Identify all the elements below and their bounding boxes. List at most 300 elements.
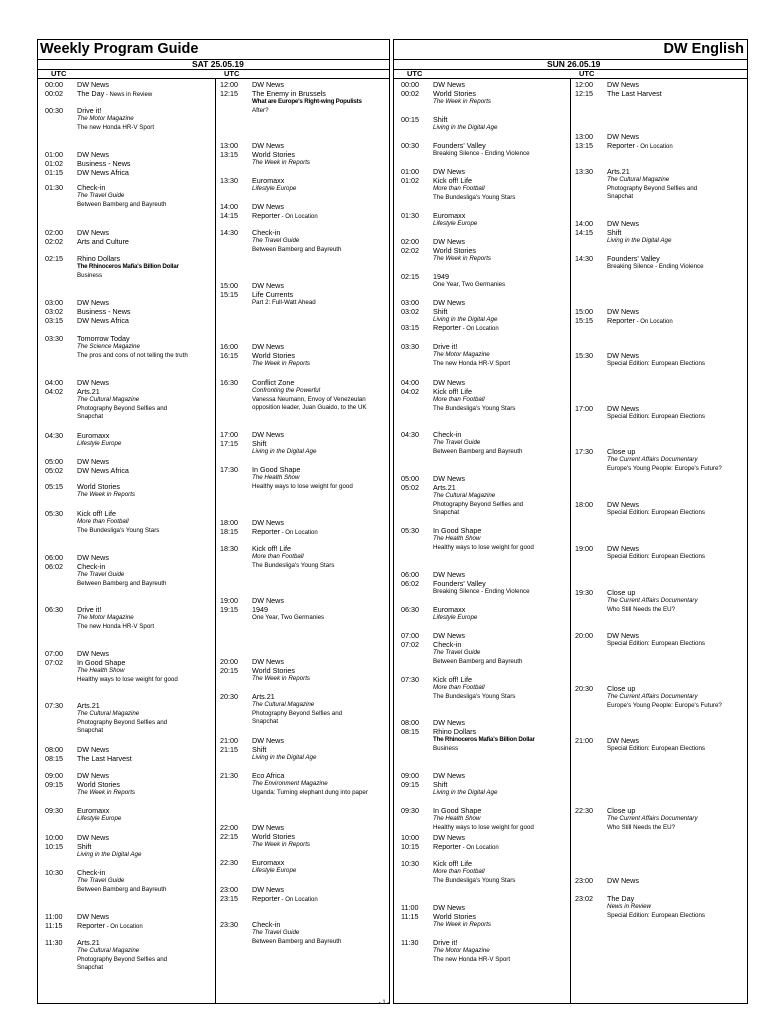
program-time: 17:30	[575, 447, 593, 456]
program-title-text: Check-in	[77, 183, 106, 192]
program-title-text: Euromaxx	[433, 211, 466, 220]
program-note: - On Location	[460, 326, 499, 332]
program-note: - On Location	[104, 924, 143, 930]
program-title	[433, 859, 472, 868]
program-title	[433, 298, 465, 307]
program-entry	[575, 806, 698, 832]
program-row	[220, 351, 310, 360]
program-description: Special Edition: European Elections	[607, 745, 706, 752]
program-entry	[401, 903, 491, 930]
program-title-text: DW News	[252, 823, 284, 832]
program-description: Business	[433, 744, 459, 752]
program-time: 19:30	[575, 588, 593, 597]
program-title-text: Tomorrow Today	[77, 334, 130, 343]
program-row	[401, 771, 497, 780]
program-title	[433, 526, 481, 535]
program-title	[433, 842, 499, 853]
date-bar	[394, 60, 747, 70]
program-time: 09:15	[45, 780, 63, 789]
program-series: More than Football	[433, 185, 485, 192]
program-title	[433, 727, 476, 736]
program-description: Business	[77, 271, 103, 279]
program-time: 14:00	[575, 219, 593, 228]
program-title	[77, 89, 152, 100]
program-title-text: DW News	[252, 657, 284, 666]
program-title	[607, 89, 662, 98]
program-series: Lifestyle Europe	[77, 440, 122, 447]
program-title	[433, 378, 465, 387]
program-title-text: DW News	[77, 912, 109, 921]
program-row	[401, 675, 515, 684]
program-title-text: World Stories	[433, 912, 477, 921]
program-entry	[401, 298, 497, 325]
program-series: Living in the Digital Age	[252, 754, 317, 761]
program-row	[575, 736, 705, 745]
program-entry	[401, 115, 497, 133]
program-title-text: In Good Shape	[252, 465, 301, 474]
program-title-text: DW News	[433, 167, 465, 176]
program-row	[401, 718, 535, 727]
program-title-text: DW News	[252, 342, 284, 351]
program-entry	[45, 254, 179, 280]
program-series: Living in the Digital Age	[607, 237, 672, 244]
program-row	[401, 640, 522, 649]
program-time: 20:30	[575, 684, 593, 693]
program-title	[77, 912, 109, 921]
program-time: 00:00	[401, 80, 419, 89]
program-title-text: Euromaxx	[252, 858, 285, 867]
program-title	[252, 351, 295, 360]
program-title-text: DW News	[607, 500, 639, 509]
program-entry	[401, 675, 515, 701]
program-title-text: Euromaxx	[77, 431, 110, 440]
program-title	[77, 466, 129, 475]
program-time: 03:15	[401, 323, 419, 332]
program-description: One Year, Two Germanies	[433, 281, 506, 288]
program-note: - News in Review	[104, 92, 153, 98]
program-time: 00:30	[45, 106, 63, 115]
program-title	[433, 806, 481, 815]
program-entry	[401, 474, 523, 518]
program-title-text: World Stories	[433, 89, 477, 98]
program-time: 22:15	[220, 832, 238, 841]
program-title-text: Drive it!	[433, 342, 458, 351]
program-title	[252, 439, 266, 448]
program-time: 03:30	[45, 334, 63, 343]
program-title	[607, 167, 630, 176]
program-row	[220, 150, 310, 159]
program-row	[575, 500, 705, 509]
program-title-text: DW News	[607, 404, 639, 413]
program-series: News in Review	[607, 903, 652, 910]
program-title-text: The Last Harvest	[607, 89, 662, 98]
program-title-text: DW News	[607, 351, 639, 360]
program-title	[252, 832, 295, 841]
program-series: The Travel Guide	[433, 649, 481, 656]
program-time: 03:02	[401, 307, 419, 316]
program-description: Europe's Young People: Europe's Future?	[607, 701, 722, 709]
program-entry	[220, 657, 310, 684]
program-time: 01:15	[45, 168, 63, 177]
program-entry	[45, 938, 167, 973]
program-entry	[401, 938, 510, 964]
program-title-text: Shift	[77, 842, 92, 851]
program-row	[220, 596, 324, 605]
program-row	[575, 219, 671, 228]
program-series: The Travel Guide	[77, 571, 125, 578]
program-title	[433, 307, 447, 316]
program-title-text: DW News	[607, 307, 639, 316]
program-time: 08:00	[45, 745, 63, 754]
program-title	[252, 281, 284, 290]
program-title	[252, 885, 284, 894]
program-time: 07:00	[45, 649, 63, 658]
program-time: 14:30	[220, 228, 238, 237]
program-title	[252, 141, 284, 150]
program-row	[220, 176, 296, 185]
utc-header-row	[394, 70, 747, 79]
program-row	[575, 404, 705, 413]
program-row	[575, 447, 722, 456]
program-time: 02:00	[45, 228, 63, 237]
program-title-text: 1949	[252, 605, 268, 614]
program-entry	[45, 605, 154, 631]
program-time: 15:00	[220, 281, 238, 290]
program-description: Breaking Silence - Ending Violence	[607, 263, 704, 270]
program-description: The new Honda HR-V Sport	[433, 359, 511, 367]
program-row	[45, 780, 135, 789]
program-series: The Cultural Magazine	[252, 701, 315, 708]
program-time: 19:00	[220, 596, 238, 605]
program-series: More than Football	[77, 518, 129, 525]
program-title	[433, 211, 465, 220]
program-title-text: In Good Shape	[433, 526, 482, 535]
program-entry	[401, 211, 477, 229]
program-time: 02:02	[45, 237, 63, 246]
program-entry	[575, 544, 705, 562]
program-title-text: Close up	[607, 806, 636, 815]
program-row	[45, 254, 179, 263]
program-title-text: Arts.21	[607, 167, 630, 176]
program-entry	[220, 430, 316, 457]
program-title-text: Drive it!	[77, 106, 102, 115]
program-row	[45, 701, 167, 710]
program-time: 16:00	[220, 342, 238, 351]
program-time: 13:00	[220, 141, 238, 150]
program-time: 03:00	[45, 298, 63, 307]
program-row	[220, 736, 316, 745]
program-title-text: Arts.21	[433, 483, 456, 492]
program-title-text: Kick off! Life	[433, 176, 473, 185]
program-entry	[575, 588, 698, 614]
program-entry	[401, 631, 522, 666]
program-title	[77, 254, 120, 263]
utc-label: UTC	[579, 69, 595, 78]
program-title	[433, 483, 456, 492]
program-title-text: Drive it!	[77, 605, 102, 614]
program-time: 00:00	[45, 80, 63, 89]
title-bar	[38, 40, 389, 60]
program-row	[401, 89, 491, 98]
program-row	[220, 832, 310, 841]
program-series: The Week in Reports	[77, 789, 136, 796]
program-row	[575, 631, 705, 640]
program-entry	[401, 167, 515, 202]
schedule-panel-saturday	[37, 39, 390, 1004]
program-time: 10:30	[401, 859, 419, 868]
program-title	[433, 387, 472, 396]
program-entry	[220, 176, 296, 194]
program-description: Special Edition: European Elections	[607, 911, 706, 919]
program-series: More than Football	[433, 684, 485, 691]
program-entry	[220, 596, 324, 623]
program-time: 11:30	[45, 938, 63, 947]
program-time: 11:00	[401, 903, 419, 912]
program-row	[220, 342, 310, 351]
program-title-text: DW News	[252, 596, 284, 605]
program-title-text: Check-in	[77, 562, 106, 571]
program-description: opposition leader, Juan Guaido, to the UK	[252, 404, 367, 411]
channel-title: DW English	[663, 41, 744, 57]
program-series: Lifestyle Europe	[252, 185, 297, 192]
program-title-text: Rhino Dollars	[433, 727, 477, 736]
program-row	[401, 727, 535, 736]
program-time: 17:15	[220, 439, 238, 448]
program-title-text: Arts.21	[77, 938, 100, 947]
program-title-text: 1949	[433, 272, 449, 281]
program-title-text: The Enemy in Brussels	[252, 89, 326, 98]
program-series: The Motor Magazine	[77, 614, 134, 621]
program-row	[220, 920, 341, 929]
program-entry	[401, 272, 505, 290]
program-title	[77, 150, 109, 159]
program-title	[607, 876, 639, 885]
program-description: Between Bamberg and Bayreuth	[77, 579, 167, 587]
program-row	[575, 228, 671, 237]
program-series: Living in the Digital Age	[433, 124, 498, 131]
program-description: One Year, Two Germanies	[252, 614, 325, 621]
program-time: 20:00	[575, 631, 593, 640]
program-time: 18:00	[575, 500, 593, 509]
program-series: The Health Show	[252, 474, 300, 481]
program-row	[220, 544, 334, 553]
program-title-text: DW News	[252, 202, 284, 211]
program-time: 10:15	[45, 842, 63, 851]
program-title	[252, 150, 295, 159]
program-title-text: Arts.21	[77, 387, 100, 396]
program-entry	[45, 334, 188, 360]
program-time: 08:15	[45, 754, 63, 763]
program-time: 04:00	[45, 378, 63, 387]
program-time: 11:30	[401, 938, 419, 947]
column-divider	[215, 79, 216, 1003]
program-entry	[45, 701, 167, 736]
program-time: 13:30	[575, 167, 593, 176]
program-title-text: DW News	[252, 518, 284, 527]
program-entry	[401, 570, 530, 597]
program-entry	[401, 237, 491, 264]
program-time: 09:30	[45, 806, 63, 815]
program-time: 15:30	[575, 351, 593, 360]
program-title	[607, 351, 639, 360]
program-time: 11:15	[45, 921, 63, 930]
program-time: 00:02	[45, 89, 63, 98]
program-title-text: DW News	[77, 745, 109, 754]
program-time: 04:02	[401, 387, 419, 396]
program-row	[45, 842, 141, 851]
program-description: Snapchat	[77, 413, 104, 420]
program-title	[252, 771, 284, 780]
program-series: The Motor Magazine	[433, 351, 490, 358]
program-row	[401, 474, 523, 483]
program-title	[77, 431, 109, 440]
program-time: 08:00	[401, 718, 419, 727]
program-title	[77, 780, 120, 789]
program-description: Europe's Young People: Europe's Future?	[607, 464, 722, 472]
program-title-text: Close up	[607, 684, 636, 693]
program-title	[252, 736, 284, 745]
program-description: The new Honda HR-V Sport	[77, 622, 155, 630]
column-divider	[570, 79, 571, 1003]
program-title	[433, 115, 447, 124]
program-series: The Cultural Magazine	[433, 492, 496, 499]
program-title-text: Shift	[607, 228, 622, 237]
program-time: 21:00	[220, 736, 238, 745]
program-title	[77, 183, 105, 192]
program-time: 07:02	[401, 640, 419, 649]
program-title-text: Euromaxx	[77, 806, 110, 815]
program-description: Photography Beyond Selfies and	[77, 404, 168, 412]
utc-label: UTC	[51, 69, 67, 78]
program-title-text: Eco Africa	[252, 771, 285, 780]
program-title	[77, 754, 132, 763]
program-title	[433, 430, 461, 439]
program-time: 15:15	[575, 316, 593, 325]
program-row	[220, 771, 368, 780]
program-entry	[575, 447, 722, 473]
program-row	[45, 658, 178, 667]
program-series: The Travel Guide	[77, 192, 125, 199]
program-title-text: Close up	[607, 447, 636, 456]
program-title	[77, 938, 100, 947]
program-title	[607, 684, 635, 693]
program-row	[45, 605, 154, 614]
program-title	[252, 202, 284, 211]
program-time: 01:02	[45, 159, 63, 168]
program-title	[77, 842, 91, 851]
program-title	[77, 509, 116, 518]
program-time: 00:30	[401, 141, 419, 150]
program-entry	[401, 806, 534, 832]
program-entry	[220, 823, 310, 850]
program-row	[220, 290, 316, 299]
program-time: 01:30	[45, 183, 63, 192]
program-title	[252, 745, 266, 754]
program-title-text: Conflict Zone	[252, 378, 295, 387]
program-title	[77, 921, 143, 932]
program-title	[252, 465, 300, 474]
program-entry	[575, 404, 705, 422]
program-time: 05:00	[401, 474, 419, 483]
program-time: 14:30	[575, 254, 593, 263]
day-date: SAT 25.05.19	[192, 59, 244, 69]
program-row	[401, 579, 530, 588]
program-time: 09:30	[401, 806, 419, 815]
program-title	[607, 80, 639, 89]
program-description: Special Edition: European Elections	[607, 553, 706, 560]
program-entry	[45, 771, 135, 798]
program-entry	[45, 868, 166, 894]
program-title-text: DW News	[607, 876, 639, 885]
program-entry	[45, 806, 121, 824]
program-title-text: Life Currents	[252, 290, 294, 299]
program-title-text: DW News	[433, 718, 465, 727]
program-row	[401, 903, 491, 912]
program-title-text: DW News	[77, 378, 109, 387]
program-title-text: Reporter	[77, 921, 105, 930]
program-series: The Science Magazine	[77, 343, 140, 350]
program-time: 14:15	[220, 211, 238, 220]
program-description: Who Still Needs the EU?	[607, 823, 676, 831]
program-title-text: DW News	[607, 132, 639, 141]
program-row	[401, 938, 510, 947]
program-title	[433, 167, 465, 176]
program-title	[77, 658, 125, 667]
program-series: The Week in Reports	[433, 921, 492, 928]
program-row	[45, 562, 166, 571]
schedule-panel-sunday	[393, 39, 748, 1004]
program-description: Healthy ways to lose weight for good	[433, 543, 534, 551]
program-title	[433, 780, 447, 789]
program-title	[77, 237, 129, 246]
program-time: 21:30	[220, 771, 238, 780]
program-series: The Week in Reports	[252, 675, 311, 682]
program-entry	[401, 526, 534, 552]
program-row	[401, 211, 477, 220]
program-title	[607, 141, 673, 152]
program-time: 10:15	[401, 842, 419, 851]
program-title-text: DW News	[433, 903, 465, 912]
program-title	[252, 823, 284, 832]
program-time: 19:00	[575, 544, 593, 553]
program-row	[45, 649, 178, 658]
program-title	[77, 316, 129, 325]
program-title-text: Check-in	[77, 868, 106, 877]
program-title	[607, 404, 639, 413]
program-time: 02:00	[401, 237, 419, 246]
program-description: The Rhinoceros Mafia's Billion Dollar	[77, 263, 179, 270]
program-row	[401, 483, 523, 492]
date-bar	[38, 60, 389, 70]
program-row	[220, 430, 316, 439]
program-title-text: DW News	[252, 281, 284, 290]
program-series: The Current Affairs Documentary	[607, 815, 698, 822]
program-series: The Travel Guide	[433, 439, 481, 446]
program-time: 23:00	[220, 885, 238, 894]
program-time: 05:02	[45, 466, 63, 475]
program-row	[45, 106, 154, 115]
program-title	[77, 378, 109, 387]
program-title-text: Check-in	[433, 430, 462, 439]
program-title-text: In Good Shape	[77, 658, 126, 667]
program-entry	[220, 771, 368, 797]
program-title-text: World Stories	[433, 246, 477, 255]
program-title	[77, 168, 129, 177]
program-time: 03:30	[401, 342, 419, 351]
program-row	[45, 431, 121, 440]
program-title	[77, 482, 120, 491]
program-description: Healthy ways to lose weight for good	[433, 823, 534, 831]
